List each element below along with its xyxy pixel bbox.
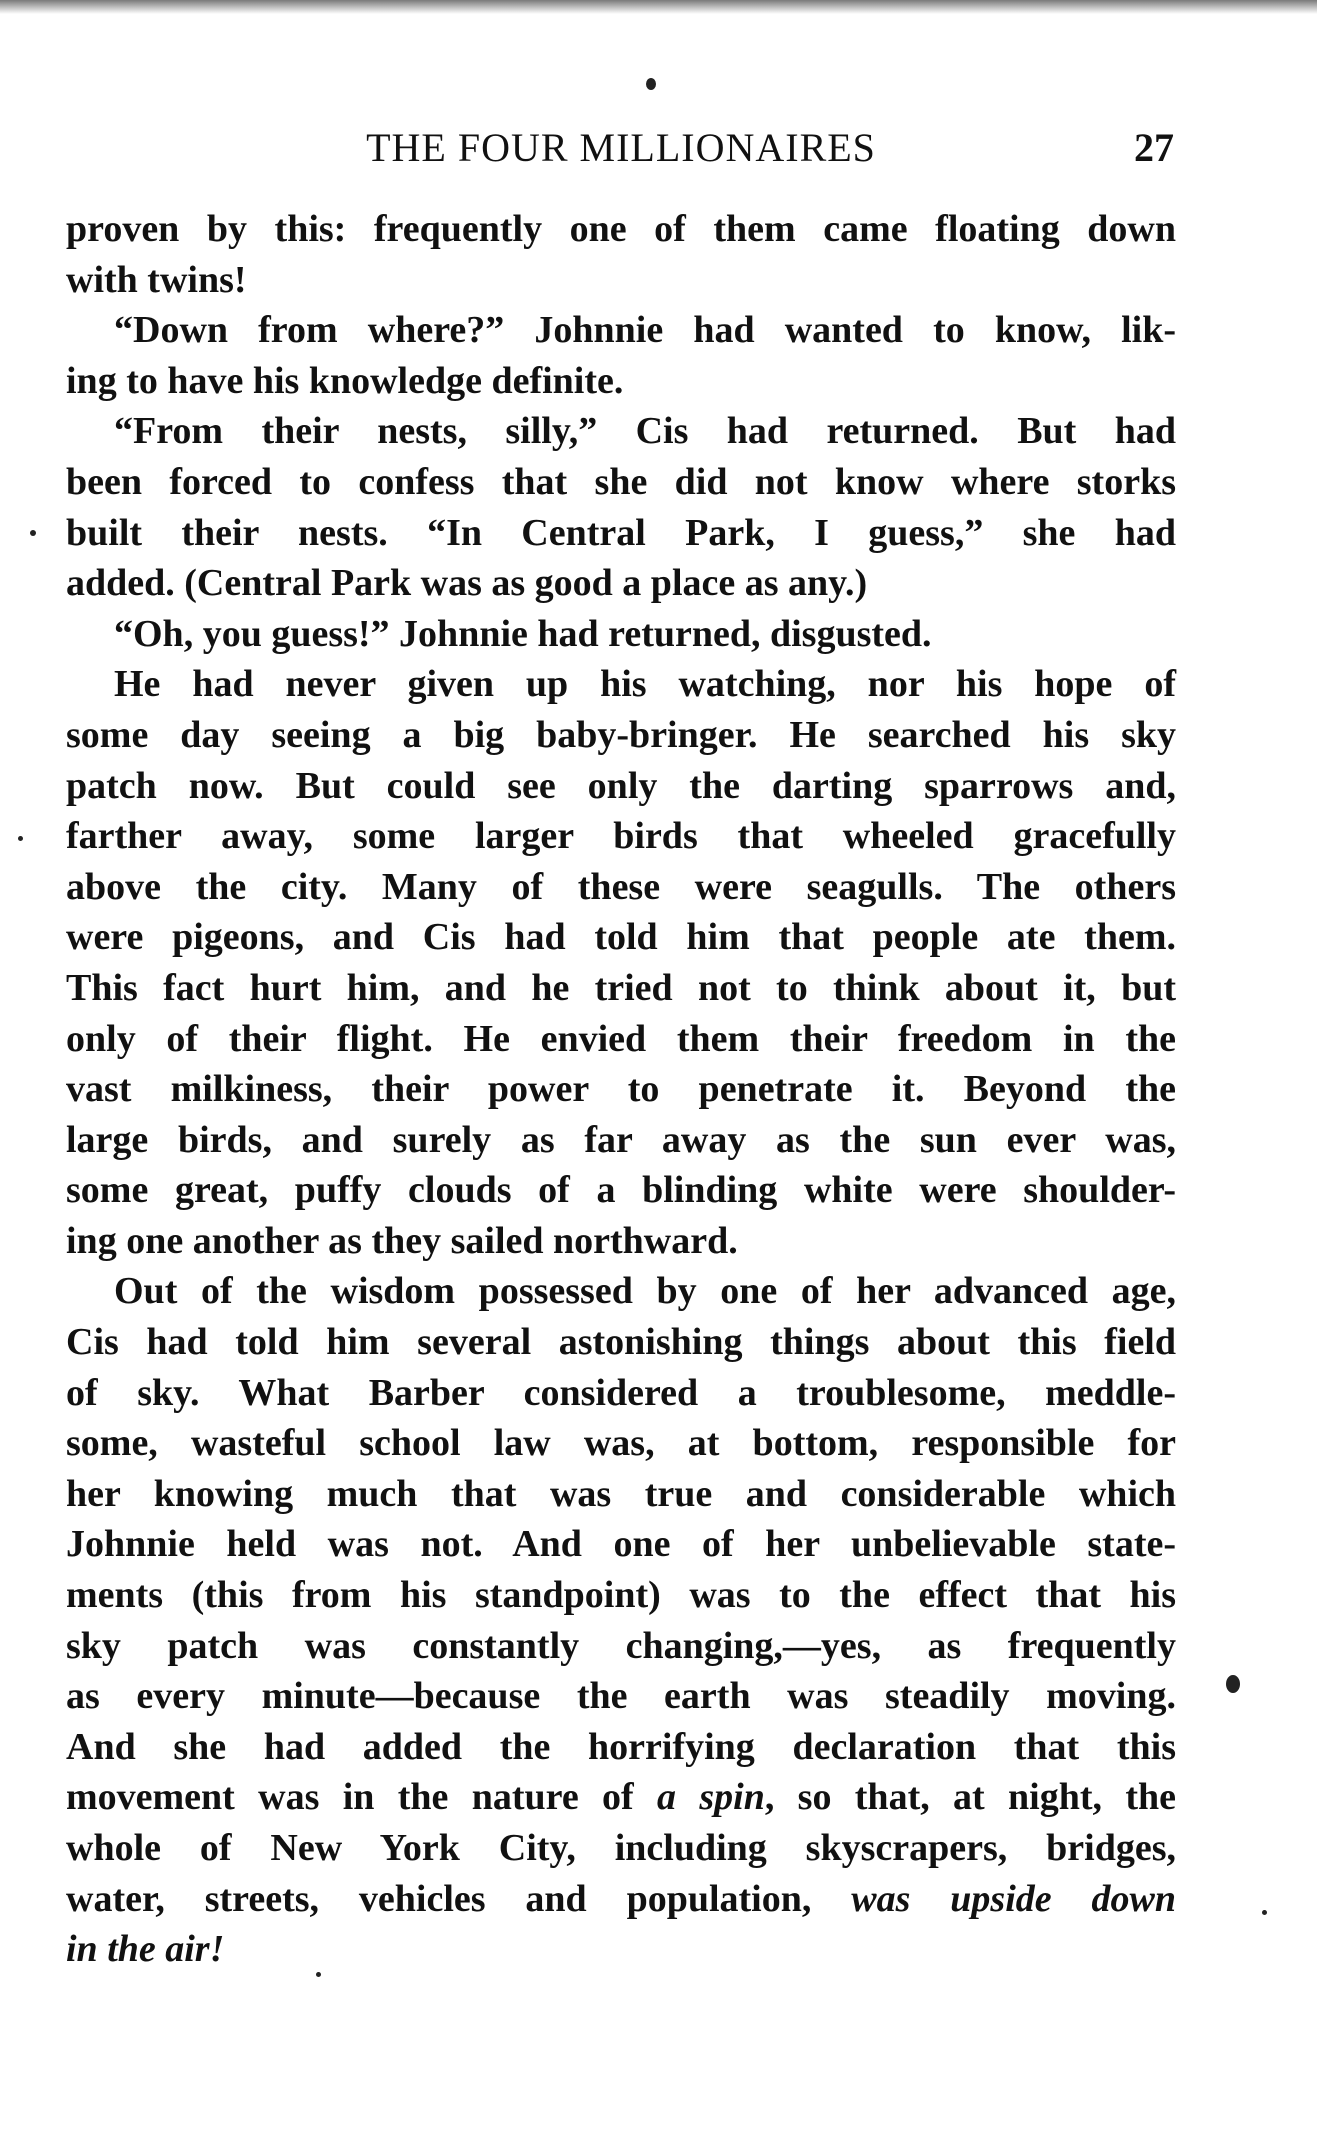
text-line: above the city. Many of these were seagulls. The others — [66, 865, 1176, 908]
text-line: added. (Central Park was as good a place as any.) — [66, 562, 868, 605]
body-text — [66, 204, 1176, 1975]
text-line: He had never given up his watching, nor his hope of — [114, 663, 1176, 706]
text-line: Johnnie held was not. And one of her unbelievable state- — [66, 1523, 1176, 1566]
text-line: sky patch was constantly changing,—yes, as frequently — [66, 1624, 1176, 1667]
ink-speck — [316, 1972, 321, 1977]
text-line: in the air! — [66, 1928, 225, 1971]
text-line: And she had added the horrifying declaration that this — [66, 1725, 1176, 1768]
text-segment: movement was in the nature of — [66, 1776, 658, 1819]
text-line: some day seeing a big baby-bringer. He searched his sky — [66, 713, 1176, 756]
text-line: “Oh, you guess!” Johnnie had returned, disgusted. — [114, 612, 932, 655]
text-line: Cis had told him several astonishing things about this field — [66, 1321, 1176, 1364]
text-line: some, wasteful school law was, at bottom, responsible for — [66, 1422, 1176, 1465]
text-line — [66, 1772, 1176, 1823]
ink-speck — [30, 530, 36, 536]
text-line: proven by this: frequently one of them came floating down — [66, 208, 1176, 250]
page-number: 27 — [1134, 125, 1174, 170]
text-line: vast milkiness, their power to penetrate it. Beyond the — [66, 1068, 1176, 1111]
text-line — [66, 1874, 1176, 1925]
italic-phrase: was upside down — [851, 1877, 1176, 1920]
text-segment: water, streets, vehicles and population, — [66, 1877, 852, 1920]
text-line: been forced to confess that she did not know where storks — [66, 460, 1176, 503]
ink-speck — [1262, 1910, 1267, 1915]
ink-speck — [1226, 1675, 1240, 1693]
text-line: with twins! — [66, 258, 247, 301]
ink-speck — [646, 78, 656, 90]
text-line: ing one another as they sailed northward. — [66, 1219, 738, 1262]
scan-edge-shadow — [0, 0, 1317, 14]
page-header — [68, 118, 1174, 178]
text-line: were pigeons, and Cis had told him that people ate them. — [66, 916, 1176, 959]
text-segment: , so that, at night, the — [764, 1776, 1176, 1819]
text-line: large birds, and surely as far away as the sun ever was, — [66, 1118, 1176, 1161]
text-line: some great, puffy clouds of a blinding white were shoulder- — [66, 1169, 1176, 1212]
text-line: as every minute—because the earth was steadily moving. — [66, 1675, 1176, 1718]
running-title: THE FOUR MILLIONAIRES — [366, 125, 876, 170]
text-line: ing to have his knowledge definite. — [66, 359, 624, 402]
text-line: of sky. What Barber considered a troublesome, meddle- — [66, 1371, 1176, 1414]
text-line: her knowing much that was true and considerable which — [66, 1472, 1176, 1515]
text-line: This fact hurt him, and he tried not to think about it, but — [66, 966, 1176, 1009]
text-line: “From their nests, silly,” Cis had returned. But had — [114, 410, 1176, 453]
text-line: patch now. But could see only the darting sparrows and, — [66, 764, 1176, 807]
text-line: “Down from where?” Johnnie had wanted to know, lik- — [114, 309, 1176, 352]
text-line: Out of the wisdom possessed by one of her advanced age, — [114, 1270, 1176, 1313]
text-line: farther away, some larger birds that wheeled gracefully — [66, 815, 1176, 858]
text-line: built their nests. “In Central Park, I guess,” she had — [66, 511, 1176, 554]
italic-phrase: a spin — [657, 1776, 765, 1819]
text-line: whole of New York City, including skyscrapers, bridges, — [66, 1827, 1176, 1869]
text-line: only of their flight. He envied them their freedom in the — [66, 1017, 1176, 1060]
text-line: ments (this from his standpoint) was to the effect that his — [66, 1574, 1176, 1617]
ink-speck — [18, 836, 23, 841]
